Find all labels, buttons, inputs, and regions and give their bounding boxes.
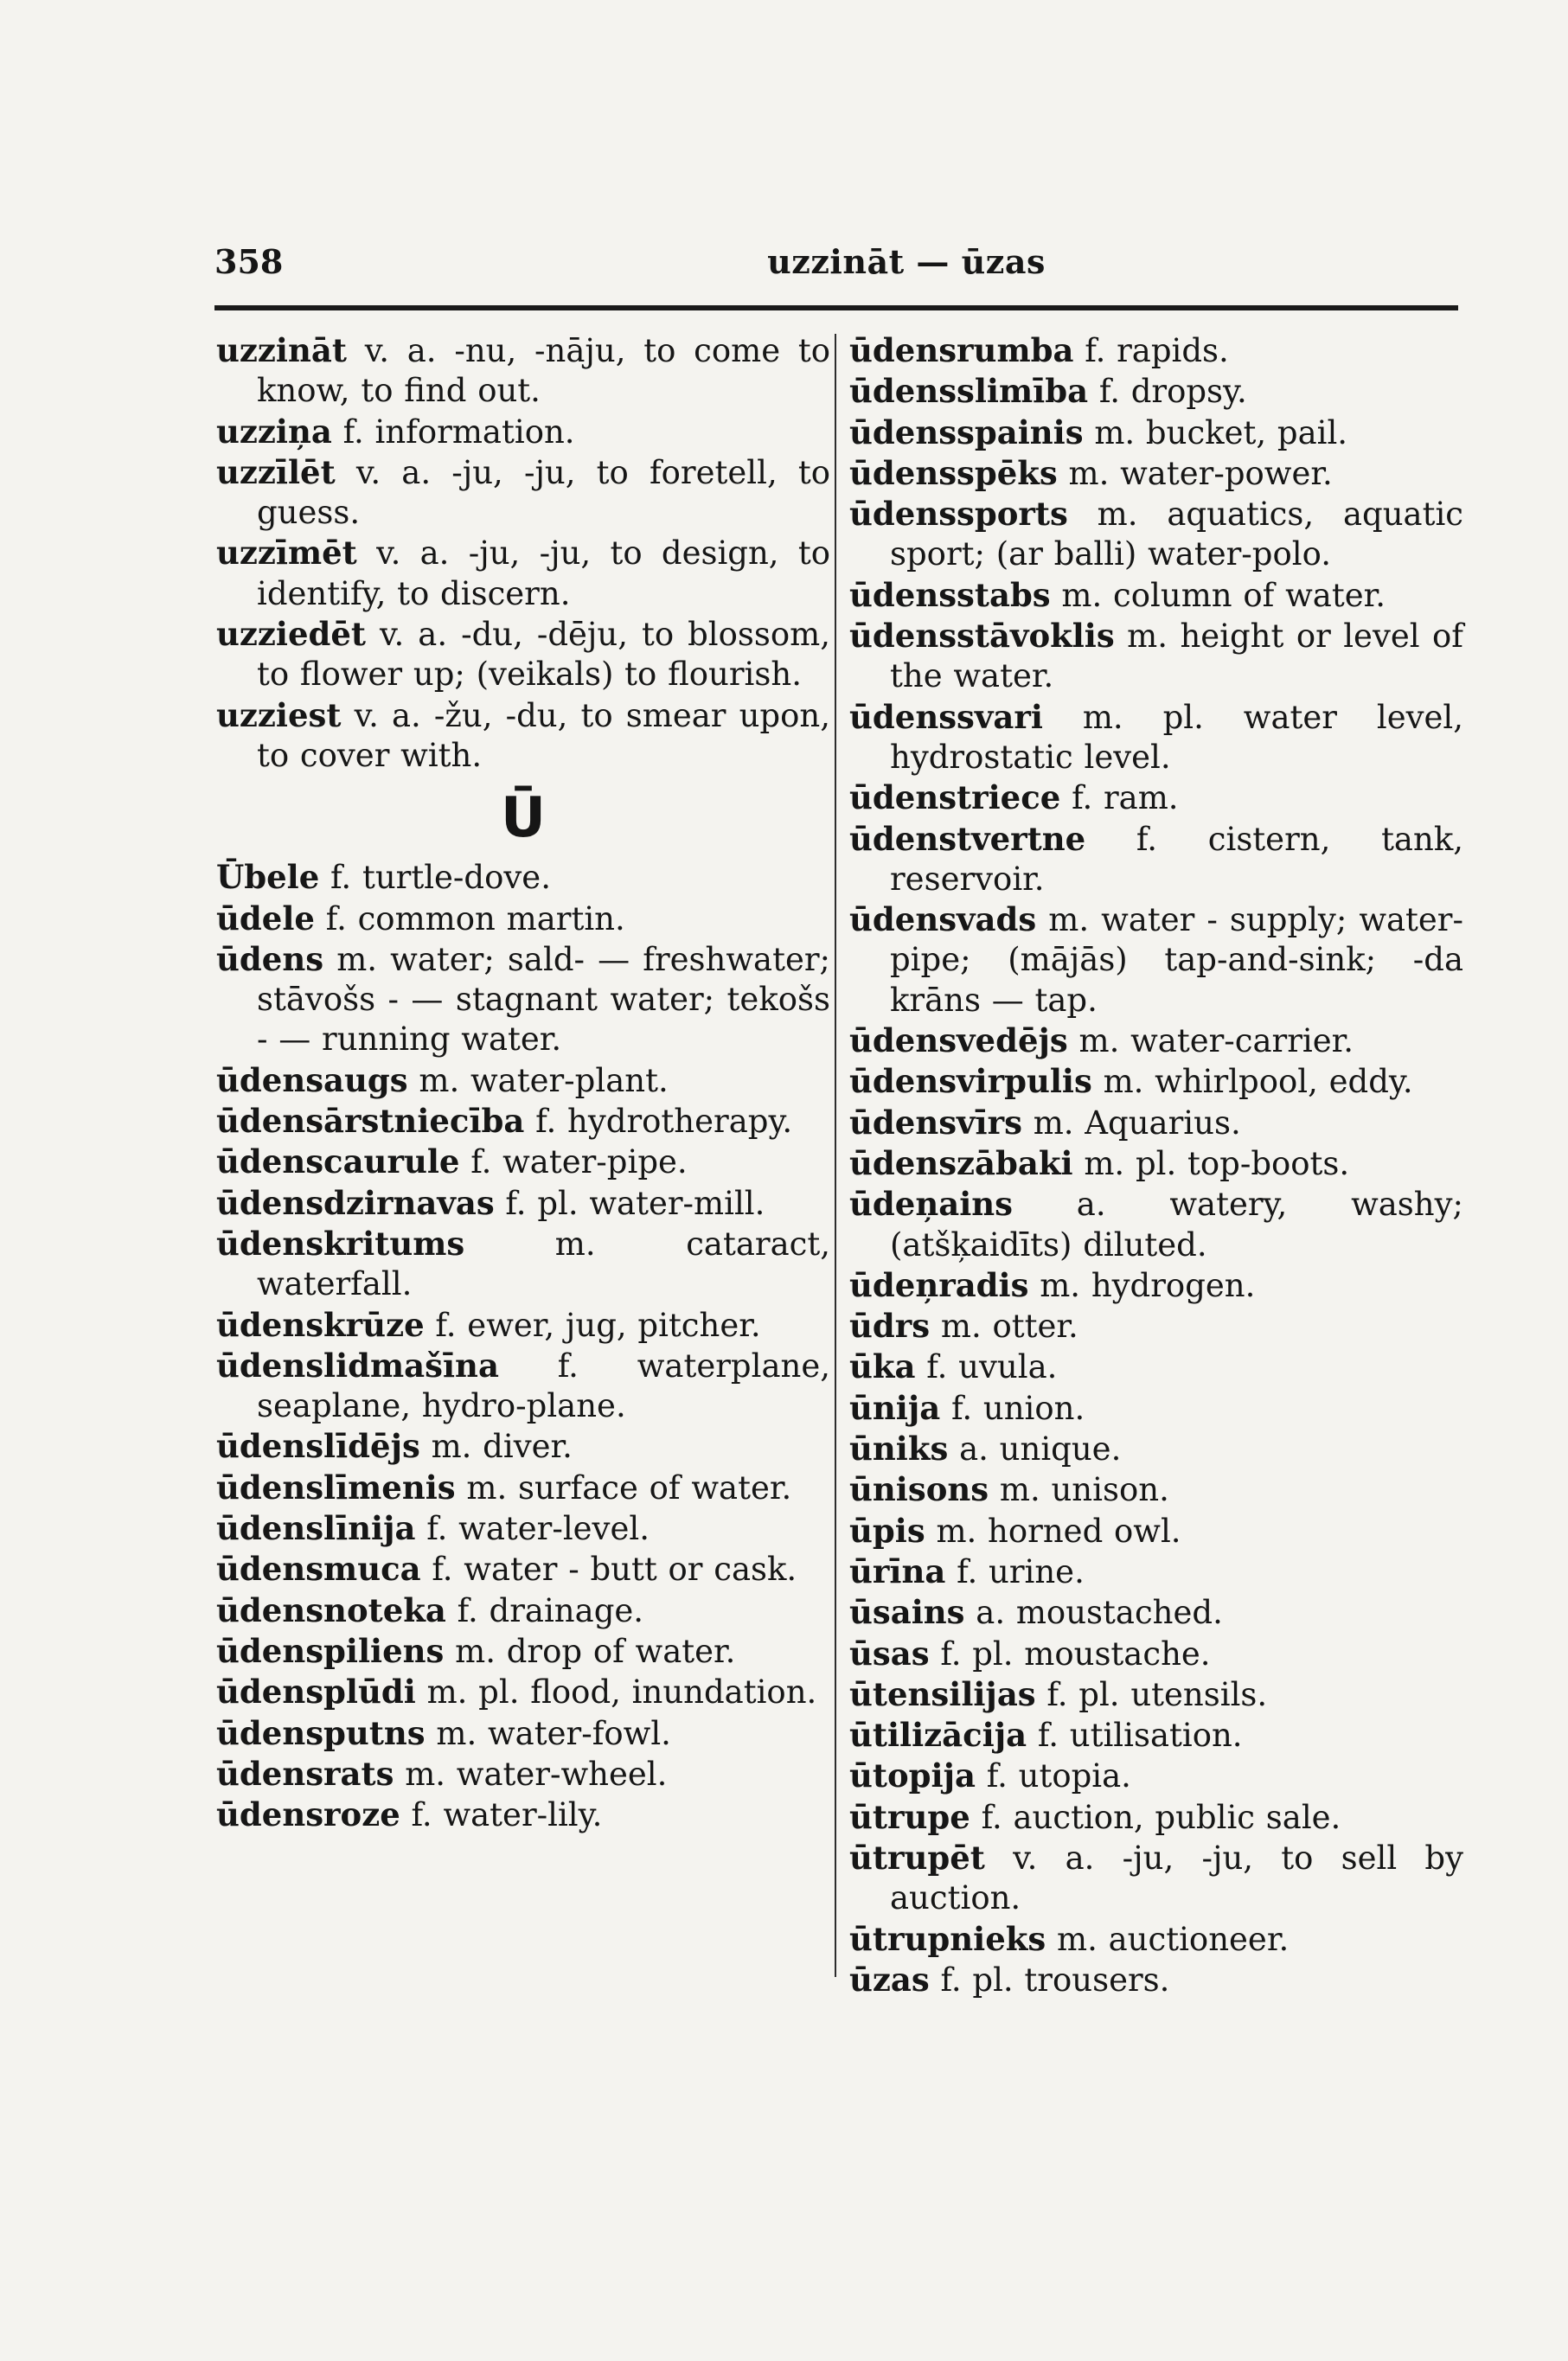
dictionary-entry [216,1060,830,1101]
entry-definition: f. water-level. [426,1510,650,1548]
entry-headword: ūdensaugs [216,1060,408,1099]
entry-definition: m. pl. top-boots. [1084,1144,1350,1182]
entry-headword: ūdensslimība [849,372,1089,411]
entry-definition: f. utilisation. [1037,1717,1243,1755]
entry-headword: ūdensvirpulis [849,1062,1092,1101]
dictionary-entry [849,1103,1463,1143]
dictionary-entry [849,575,1463,616]
dictionary-entry [849,1388,1463,1429]
dictionary-entry [216,1346,830,1427]
dictionary-entry [216,1754,830,1795]
entry-headword: ūdensstāvoklis [849,617,1115,656]
entry-definition: v. a. -ju, -ju, to sell by auction. [890,1839,1463,1917]
entry-headword: ūdens [216,939,324,978]
dictionary-entry [849,330,1463,371]
entry-definition: a. moustached. [976,1594,1223,1632]
entry-definition: m. whirlpool, eddy. [1103,1063,1413,1101]
dictionary-entry [849,413,1463,453]
entry-definition: a. unique. [959,1430,1122,1468]
entry-headword: ūdensrumba [849,331,1074,369]
entry-definition: v. a. -žu, -du, to smear upon, to cover with. [257,696,830,774]
entry-headword: ūdenskrūze [216,1305,425,1344]
dictionary-entry [849,1143,1463,1184]
dictionary-entry [216,857,830,898]
dictionary-entry [849,777,1463,818]
entry-headword: ūdenstriece [849,778,1061,817]
entry-definition: m. pl. water level, hydrostatic level. [890,698,1464,776]
entry-headword: ūdenslīdējs [216,1427,420,1466]
entry-headword: ūdensvads [849,900,1037,939]
entry-headword: ūdensspēks [849,453,1058,492]
dictionary-entry [849,1021,1463,1061]
dictionary-entry [216,412,830,452]
entry-headword: ūdensvedējs [849,1021,1068,1060]
entry-headword: ūdrs [849,1307,931,1346]
entry-headword: ūdensvīrs [849,1103,1022,1142]
dictionary-entry [216,1183,830,1224]
entry-headword: ūdensroze [216,1795,400,1834]
entry-headword: ūnija [849,1388,941,1427]
entry-definition: m. horned owl. [936,1512,1181,1550]
entry-headword: ūtrupnieks [849,1919,1046,1958]
entry-definition: v. a. -nu, -nāju, to come to know, to find out. [257,332,830,410]
entry-definition: m. hydrogen. [1040,1266,1256,1304]
entry-headword: ūdensplūdi [216,1673,416,1712]
entry-definition: m. otter. [940,1308,1078,1346]
entry-definition: m. height or level of the water. [890,617,1463,695]
dictionary-entry [216,1142,830,1182]
entry-definition: m. water-fowl. [436,1714,671,1752]
dictionary-entry [849,819,1463,900]
column-divider [835,334,836,1977]
entry-headword: ūdensdzirnavas [216,1183,495,1222]
dictionary-entry [849,1511,1463,1552]
entry-definition: f. union. [950,1389,1085,1427]
dictionary-entry [849,1184,1463,1265]
entry-headword: uzziedēt [216,615,367,654]
entry-definition: m. surface of water. [466,1468,792,1507]
dictionary-entry [849,1552,1463,1592]
entry-definition: m. water-plant. [419,1061,669,1099]
entry-definition: f. auction, public sale. [981,1798,1341,1836]
entry-definition: f. urine. [957,1552,1085,1590]
entry-definition: m. water-power. [1068,454,1333,492]
dictionary-entry [849,1306,1463,1347]
entry-definition: m. aquatics, aquatic sport; (ar balli) water-polo. [890,496,1464,573]
dictionary-entry [216,452,830,534]
entry-headword: uzzīmēt [216,534,357,573]
dictionary-entry [216,1672,830,1712]
dictionary-entry [216,695,830,777]
entry-definition: m. auctioneer. [1057,1920,1290,1958]
entry-definition: f. utopia. [986,1757,1131,1795]
entry-definition: m. water - supply; water-pipe; (mājās) tap-and-sink; -da krāns — tap. [890,901,1464,1019]
entry-headword: ūsains [849,1593,965,1632]
entry-definition: m. unison. [999,1471,1169,1509]
dictionary-entry [216,614,830,695]
entry-definition: f. waterplane, seaplane, hydro-plane. [257,1347,830,1425]
entry-headword: ūdele [216,899,315,937]
dictionary-entry [849,1797,1463,1838]
dictionary-entry [216,1508,830,1549]
entry-headword: ūdensputns [216,1713,426,1752]
dictionary-entry [849,1469,1463,1510]
entry-definition: f. turtle-dove. [330,859,551,897]
entry-definition: m. water-wheel. [405,1755,668,1793]
entry-definition: f. ram. [1072,779,1179,817]
entry-headword: ūtensilijas [849,1674,1036,1713]
left-column-entries-after [216,857,830,1835]
entry-definition: f. rapids. [1085,332,1229,369]
entry-definition: f. uvula. [926,1348,1058,1386]
entry-headword: ūka [849,1347,916,1386]
dictionary-entry [849,1429,1463,1469]
dictionary-entry [849,1838,1463,1919]
dictionary-entry [216,1101,830,1142]
entry-definition: v. a. -ju, -ju, to design, to identify, to discern. [257,534,830,612]
entry-headword: ūdensrats [216,1754,394,1793]
entry-definition: a. watery, washy; (atšķaidīts) diluted. [890,1186,1463,1264]
entry-headword: ūdenscaurule [216,1142,460,1181]
entry-definition: f. ewer, jug, pitcher. [435,1306,761,1344]
right-column [849,330,1463,2000]
entry-definition: f. drainage. [457,1591,644,1629]
entry-definition: f. information. [342,413,575,451]
dictionary-entry [849,494,1463,575]
entry-headword: ūdensmuca [216,1550,421,1589]
entry-headword: ūpis [849,1511,925,1550]
entry-definition: f. water-lily. [411,1796,603,1834]
dictionary-entry [849,453,1463,494]
entry-definition: f. hydrotherapy. [535,1103,793,1141]
dictionary-entry [216,1590,830,1631]
header-rule [214,305,1458,310]
entry-headword: ūdensnoteka [216,1590,446,1629]
entry-definition: m. Aquarius. [1033,1104,1241,1142]
entry-headword: ūzas [849,1960,930,1999]
dictionary-entry [849,1715,1463,1756]
entry-headword: ūdenslidmašīna [216,1346,499,1385]
dictionary-entry [849,616,1463,697]
entry-headword: ūsas [849,1634,930,1673]
entry-definition: m. drop of water. [455,1632,736,1670]
entry-headword: ūdensspainis [849,413,1084,451]
entry-headword: uzziņa [216,412,332,451]
entry-headword: ūdenszābaki [849,1143,1073,1182]
dictionary-entry [849,1960,1463,2000]
dictionary-entry [849,1919,1463,1960]
entry-headword: uzziest [216,695,342,734]
entry-definition: v. a. -ju, -ju, to foretell, to guess. [257,453,830,532]
entry-definition: f. dropsy. [1098,373,1247,411]
entry-headword: ūdensārstniecība [216,1102,525,1141]
entry-definition: f. pl. utensils. [1046,1675,1268,1713]
entry-headword: ūdenspiliens [216,1631,445,1670]
dictionary-entry [849,1265,1463,1306]
entry-definition: f. common martin. [325,899,625,937]
entry-definition: m. pl. flood, inundation. [426,1673,817,1712]
left-column [216,330,830,1835]
entry-definition: f. pl. trousers. [940,1961,1170,1999]
page-number: 358 [214,242,284,281]
entry-definition: m. column of water. [1061,576,1386,614]
entry-headword: ūdenstvertne [849,819,1086,858]
dictionary-entry [216,330,830,412]
dictionary-entry [216,1305,830,1346]
dictionary-entry [849,371,1463,412]
entry-headword: ūdenssports [849,495,1068,534]
dictionary-entry [216,1795,830,1835]
dictionary-entry [216,1468,830,1508]
letter-heading: Ū [501,786,546,851]
entry-headword: ūdensstabs [849,575,1051,614]
dictionary-entry [849,899,1463,1021]
entry-definition: m. diver. [431,1428,573,1466]
dictionary-entry [216,1713,830,1754]
dictionary-entry [849,1756,1463,1796]
entry-headword: ūnisons [849,1470,989,1509]
entry-definition: f. pl. moustache. [940,1635,1211,1673]
entry-headword: uzzīlēt [216,452,336,491]
entry-definition: v. a. -du, -dēju, to blossom, to flower up; (veikals) to flourish. [257,616,830,694]
entry-headword: ūdeņains [849,1185,1013,1224]
dictionary-entry [849,1634,1463,1674]
dictionary-entry [216,939,830,1060]
dictionary-entry [216,533,830,614]
dictionary-entry [216,1631,830,1672]
dictionary-entry [216,1426,830,1467]
entry-definition: m. cataract, waterfall. [257,1225,831,1303]
entry-definition: m. bucket, pail. [1094,413,1348,451]
entry-headword: ūtrupe [849,1797,970,1836]
entry-definition: m. water-carrier. [1078,1022,1354,1060]
entry-headword: ūtrupēt [849,1838,985,1877]
dictionary-entry [216,1224,830,1305]
left-column-entries-before [216,330,830,776]
right-column-entries [849,330,1463,2000]
dictionary-entry [849,1061,1463,1102]
page-header [214,240,1460,292]
entry-headword: ūrīna [849,1552,946,1590]
running-head: uzzināt — ūzas [767,242,1046,281]
dictionary-entry [849,1674,1463,1715]
dictionary-entry [216,1549,830,1590]
entry-headword: Ūbele [216,858,320,897]
entry-headword: ūniks [849,1430,949,1468]
entry-headword: ūtilizācija [849,1716,1027,1755]
entry-headword: ūdenssvari [849,697,1043,736]
entry-headword: ūdenskritums [216,1224,465,1263]
entry-headword: uzzināt [216,331,347,369]
dictionary-entry [849,1592,1463,1633]
entry-definition: f. pl. water-mill. [505,1184,765,1222]
entry-definition: f. water-pipe. [470,1143,688,1181]
entry-headword: ūdenslīnija [216,1509,416,1548]
entry-definition: m. water; sald- — freshwater; stāvošs - — stagnant water; tekošs - — running water. [257,940,830,1059]
dictionary-entry [849,1347,1463,1387]
entry-headword: ūtopija [849,1756,976,1795]
dictionary-entry [216,899,830,939]
entry-headword: ūdenslīmenis [216,1468,456,1507]
entry-headword: ūdeņradis [849,1265,1029,1304]
entry-definition: f. water - butt or cask. [432,1551,797,1589]
entry-definition: f. cistern, tank, reservoir. [890,820,1464,898]
dictionary-entry [849,697,1463,778]
